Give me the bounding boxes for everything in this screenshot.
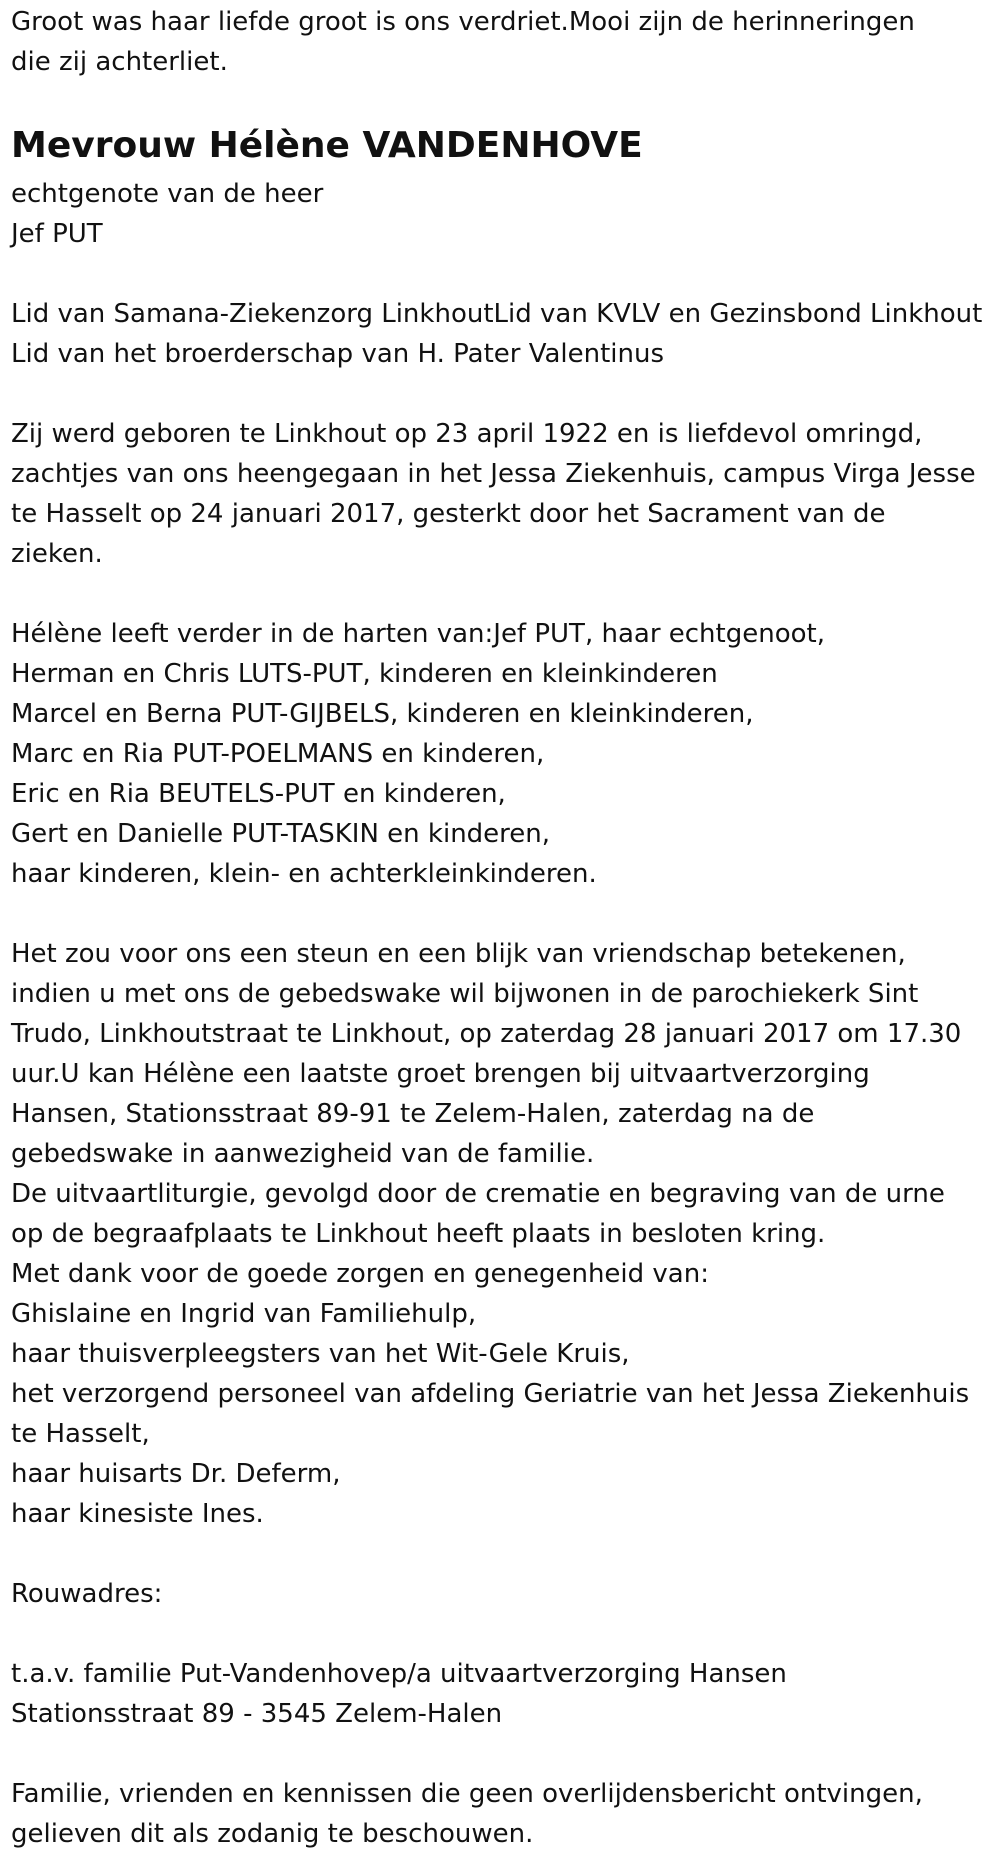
ceremony-line: haar kinesiste Ines. [11, 1499, 264, 1529]
ceremony-line: Trudo, Linkhoutstraat te Linkhout, op zaterdag 28 januari 2017 om 17.30 [11, 1019, 962, 1049]
spouse-line: echtgenote van de heer [11, 179, 324, 209]
address-block [11, 1654, 1000, 1734]
membership-line: Lid van het broerderschap van H. Pater Valentinus [11, 339, 665, 369]
deceased-name-heading: Mevrouw Hélène VANDENHOVE [11, 125, 643, 166]
survivor-line: haar kinderen, klein- en achterkleinkinderen. [11, 859, 597, 889]
survivor-line: Marc en Ria PUT-POELMANS en kinderen, [11, 739, 545, 769]
ceremony-line: De uitvaartliturgie, gevolgd door de crematie en begraving van de urne [11, 1179, 945, 1209]
ceremony-line: Hansen, Stationsstraat 89-91 te Zelem-Halen, zaterdag na de [11, 1099, 815, 1129]
address-line: Stationsstraat 89 - 3545 Zelem-Halen [11, 1699, 503, 1729]
memberships-block [11, 294, 1000, 374]
address-label: Rouwadres: [11, 1579, 163, 1609]
intro-line: Groot was haar liefde groot is ons verdriet.Mooi zijn de herinneringen [11, 7, 915, 37]
spacer [11, 1734, 1000, 1774]
intro-line: die zij achterliet. [11, 47, 228, 77]
address-line: t.a.v. familie Put-Vandenhovep/a uitvaartverzorging Hansen [11, 1659, 787, 1689]
birth-death-line: zachtjes van ons heengegaan in het Jessa Ziekenhuis, campus Virga Jesse [11, 459, 976, 489]
survivor-line: Marcel en Berna PUT-GIJBELS, kinderen en kleinkinderen, [11, 699, 754, 729]
intro-quote [11, 2, 1000, 82]
spacer [11, 894, 1000, 934]
ceremony-line: gebedswake in aanwezigheid van de familie. [11, 1139, 595, 1169]
membership-line: Lid van Samana-Ziekenzorg LinkhoutLid van KVLV en Gezinsbond Linkhout [11, 299, 983, 329]
ceremony-line: het verzorgend personeel van afdeling Geriatrie van het Jessa Ziekenhuis [11, 1379, 970, 1409]
closing-line: Familie, vrienden en kennissen die geen overlijdensbericht ontvingen, [11, 1779, 923, 1809]
birth-death-line: te Hasselt op 24 januari 2017, gesterkt door het Sacrament van de [11, 499, 886, 529]
ceremony-line: Met dank voor de goede zorgen en genegenheid van: [11, 1259, 709, 1289]
survivor-line: Herman en Chris LUTS-PUT, kinderen en kleinkinderen [11, 659, 718, 689]
spacer [11, 254, 1000, 294]
spouse-line: Jef PUT [11, 219, 103, 249]
birth-death-line: zieken. [11, 539, 103, 569]
birth-death-paragraph [11, 414, 1000, 574]
ceremony-line: haar thuisverpleegsters van het Wit-Gele Kruis, [11, 1339, 630, 1369]
ceremony-line: haar huisarts Dr. Deferm, [11, 1459, 341, 1489]
closing-line: gelieven dit als zodanig te beschouwen. [11, 1819, 534, 1849]
spacer [11, 374, 1000, 414]
survivor-line: Gert en Danielle PUT-TASKIN en kinderen, [11, 819, 551, 849]
survivor-line: Hélène leeft verder in de harten van:Jef PUT, haar echtgenoot, [11, 619, 825, 649]
ceremony-line: te Hasselt, [11, 1419, 150, 1449]
ceremony-line: indien u met ons de gebedswake wil bijwonen in de parochiekerk Sint [11, 979, 919, 1009]
ceremony-line: Het zou voor ons een steun en een blijk van vriendschap betekenen, [11, 939, 906, 969]
closing-paragraph [11, 1774, 1000, 1854]
spouse-block [11, 174, 1000, 254]
spacer [11, 1614, 1000, 1654]
survivor-line: Eric en Ria BEUTELS-PUT en kinderen, [11, 779, 506, 809]
ceremony-line: op de begraafplaats te Linkhout heeft plaats in besloten kring. [11, 1219, 826, 1249]
birth-death-line: Zij werd geboren te Linkhout op 23 april 1922 en is liefdevol omringd, [11, 419, 923, 449]
ceremony-line: uur.U kan Hélène een laatste groet brengen bij uitvaartverzorging [11, 1059, 870, 1089]
spacer [11, 1534, 1000, 1574]
spacer [11, 574, 1000, 614]
ceremony-paragraph [11, 934, 1000, 1534]
survivors-list [11, 614, 1000, 894]
ceremony-line: Ghislaine en Ingrid van Familiehulp, [11, 1299, 477, 1329]
